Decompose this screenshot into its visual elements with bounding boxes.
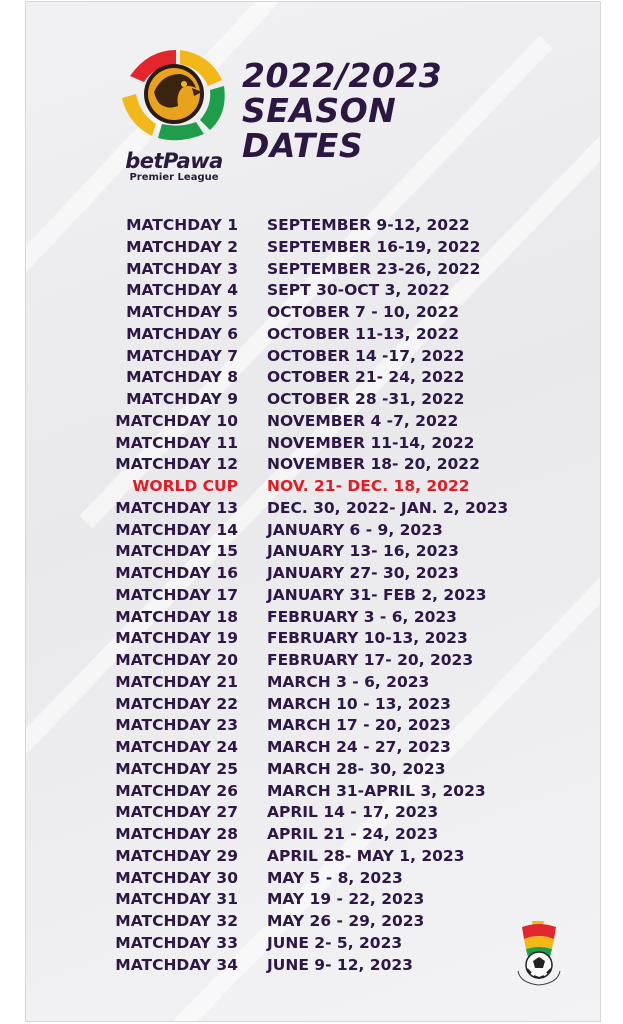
matchday-dates: NOVEMBER 4 -7, 2022 — [267, 411, 459, 430]
schedule-row — [26, 497, 601, 519]
league-logo-icon — [118, 44, 228, 142]
schedule-row — [26, 519, 601, 541]
poster-title — [242, 58, 572, 163]
matchday-dates: JANUARY 6 - 9, 2023 — [267, 520, 443, 539]
matchday-label: MATCHDAY 6 — [126, 324, 238, 343]
matchday-dates: SEPT 30-OCT 3, 2022 — [267, 281, 450, 300]
matchday-label: MATCHDAY 34 — [115, 955, 238, 974]
matchday-label: MATCHDAY 27 — [115, 803, 238, 822]
matchday-label: MATCHDAY 28 — [115, 825, 238, 843]
schedule-row — [26, 736, 601, 758]
matchday-label: MATCHDAY 22 — [115, 694, 238, 713]
matchday-dates: MARCH 28- 30, 2023 — [267, 759, 446, 778]
schedule-row — [26, 867, 601, 889]
schedule-row — [26, 584, 601, 606]
matchday-label: MATCHDAY 13 — [115, 498, 238, 517]
matchday-dates: OCTOBER 11-13, 2022 — [267, 324, 460, 343]
matchday-label: MATCHDAY 8 — [126, 368, 238, 387]
title-line-1: 2022/2023 — [242, 56, 443, 95]
matchday-label: MATCHDAY 33 — [115, 933, 238, 952]
matchday-dates: NOVEMBER 11-14, 2022 — [267, 433, 475, 452]
matchday-label: MATCHDAY 4 — [126, 281, 238, 300]
matchday-dates: MAY 26 - 29, 2023 — [267, 912, 425, 930]
matchday-label: MATCHDAY 21 — [115, 672, 238, 691]
matchday-dates: OCTOBER 14 -17, 2022 — [267, 346, 465, 365]
schedule-row — [26, 410, 601, 432]
matchday-dates: OCTOBER 21- 24, 2022 — [267, 368, 465, 387]
matchday-dates: APRIL 14 - 17, 2023 — [267, 803, 439, 822]
schedule-row — [26, 627, 601, 649]
schedule-row — [26, 453, 601, 475]
matchday-label: MATCHDAY 2 — [126, 237, 238, 256]
matchday-dates: OCTOBER 28 -31, 2022 — [267, 390, 465, 408]
matchday-dates: DEC. 30, 2022- JAN. 2, 2023 — [267, 498, 509, 517]
matchday-dates: SEPTEMBER 16-19, 2022 — [267, 237, 481, 256]
matchday-dates: JUNE 2- 5, 2023 — [267, 933, 403, 952]
matchday-dates: MARCH 31-APRIL 3, 2023 — [267, 781, 486, 800]
matchday-label: MATCHDAY 24 — [115, 738, 238, 756]
schedule-row — [26, 214, 601, 236]
schedule-row — [26, 888, 601, 910]
matchday-dates: OCTOBER 7 - 10, 2022 — [267, 303, 460, 321]
matchday-label: MATCHDAY 19 — [115, 629, 238, 648]
matchday-label: MATCHDAY 1 — [126, 216, 238, 234]
schedule-row — [26, 540, 601, 562]
matchday-label: MATCHDAY 16 — [115, 564, 238, 582]
matchday-dates: JANUARY 13- 16, 2023 — [267, 542, 459, 561]
matchday-dates: MARCH 3 - 6, 2023 — [267, 672, 430, 691]
matchday-label: MATCHDAY 30 — [115, 868, 238, 887]
schedule-row — [26, 649, 601, 671]
matchday-dates: APRIL 21 - 24, 2023 — [267, 825, 439, 843]
season-dates-poster — [25, 1, 601, 1022]
schedule-row — [26, 432, 601, 454]
matchday-label: WORLD CUP — [132, 477, 238, 495]
matchday-dates: APRIL 28- MAY 1, 2023 — [267, 846, 465, 865]
schedule-row — [26, 823, 601, 845]
world-cup-row — [26, 475, 601, 497]
matchday-label: MATCHDAY 11 — [115, 433, 238, 452]
matchday-label: MATCHDAY 31 — [115, 890, 238, 909]
matchday-dates: MARCH 10 - 13, 2023 — [267, 694, 451, 713]
schedule-row — [26, 345, 601, 367]
schedule-row — [26, 366, 601, 388]
matchday-dates: JANUARY 31- FEB 2, 2023 — [267, 585, 487, 604]
schedule-row — [26, 801, 601, 823]
matchday-dates: FEBRUARY 3 - 6, 2023 — [267, 607, 457, 626]
matchday-label: MATCHDAY 12 — [115, 455, 238, 474]
schedule-row — [26, 714, 601, 736]
matchday-dates: SEPTEMBER 23-26, 2022 — [267, 259, 481, 278]
matchday-label: MATCHDAY 32 — [115, 912, 238, 930]
schedule-row — [26, 845, 601, 867]
matchday-label: MATCHDAY 18 — [115, 607, 238, 626]
schedule-row — [26, 671, 601, 693]
brand-name: betPawa — [125, 149, 223, 173]
schedule-row — [26, 562, 601, 584]
matchday-dates: JUNE 9- 12, 2023 — [267, 955, 413, 974]
matchday-label: MATCHDAY 23 — [115, 716, 238, 735]
matchday-label: MATCHDAY 14 — [115, 520, 238, 539]
schedule-row — [26, 301, 601, 323]
schedule-row — [26, 693, 601, 715]
matchday-dates: MAY 19 - 22, 2023 — [267, 890, 425, 909]
matchday-label: MATCHDAY 5 — [126, 303, 238, 321]
matchday-dates: FEBRUARY 10-13, 2023 — [267, 629, 468, 648]
matchday-dates: FEBRUARY 17- 20, 2023 — [267, 651, 474, 669]
title-line-2: SEASON — [242, 91, 397, 130]
matchday-dates: SEPTEMBER 9-12, 2022 — [267, 216, 470, 234]
matchday-dates: MARCH 24 - 27, 2023 — [267, 738, 451, 756]
matchday-dates: MARCH 17 - 20, 2023 — [267, 716, 451, 735]
matchday-dates: NOV. 21- DEC. 18, 2022 — [267, 477, 470, 495]
schedule-row — [26, 323, 601, 345]
schedule-row — [26, 758, 601, 780]
matchday-label: MATCHDAY 25 — [115, 759, 238, 778]
title-line-3: DATES — [242, 126, 364, 165]
matchday-label: MATCHDAY 17 — [115, 585, 238, 604]
federation-logo-icon — [510, 917, 568, 987]
schedule-row — [26, 279, 601, 301]
matchday-label: MATCHDAY 26 — [115, 781, 238, 800]
schedule-row — [26, 780, 601, 802]
matchday-label: MATCHDAY 20 — [115, 651, 238, 669]
matchday-label: MATCHDAY 9 — [126, 390, 238, 408]
matchday-dates: NOVEMBER 18- 20, 2022 — [267, 455, 480, 474]
matchday-label: MATCHDAY 7 — [126, 346, 238, 365]
matchday-label: MATCHDAY 3 — [126, 259, 238, 278]
matchday-dates: JANUARY 27- 30, 2023 — [267, 564, 459, 582]
schedule-row — [26, 258, 601, 280]
matchday-label: MATCHDAY 29 — [115, 846, 238, 865]
brand-subtitle: Premier League — [129, 172, 219, 183]
schedule-row — [26, 388, 601, 410]
schedule-row — [26, 606, 601, 628]
schedule-row — [26, 236, 601, 258]
matchday-dates: MAY 5 - 8, 2023 — [267, 868, 403, 887]
matchday-label: MATCHDAY 15 — [115, 542, 238, 561]
matchday-label: MATCHDAY 10 — [115, 411, 238, 430]
